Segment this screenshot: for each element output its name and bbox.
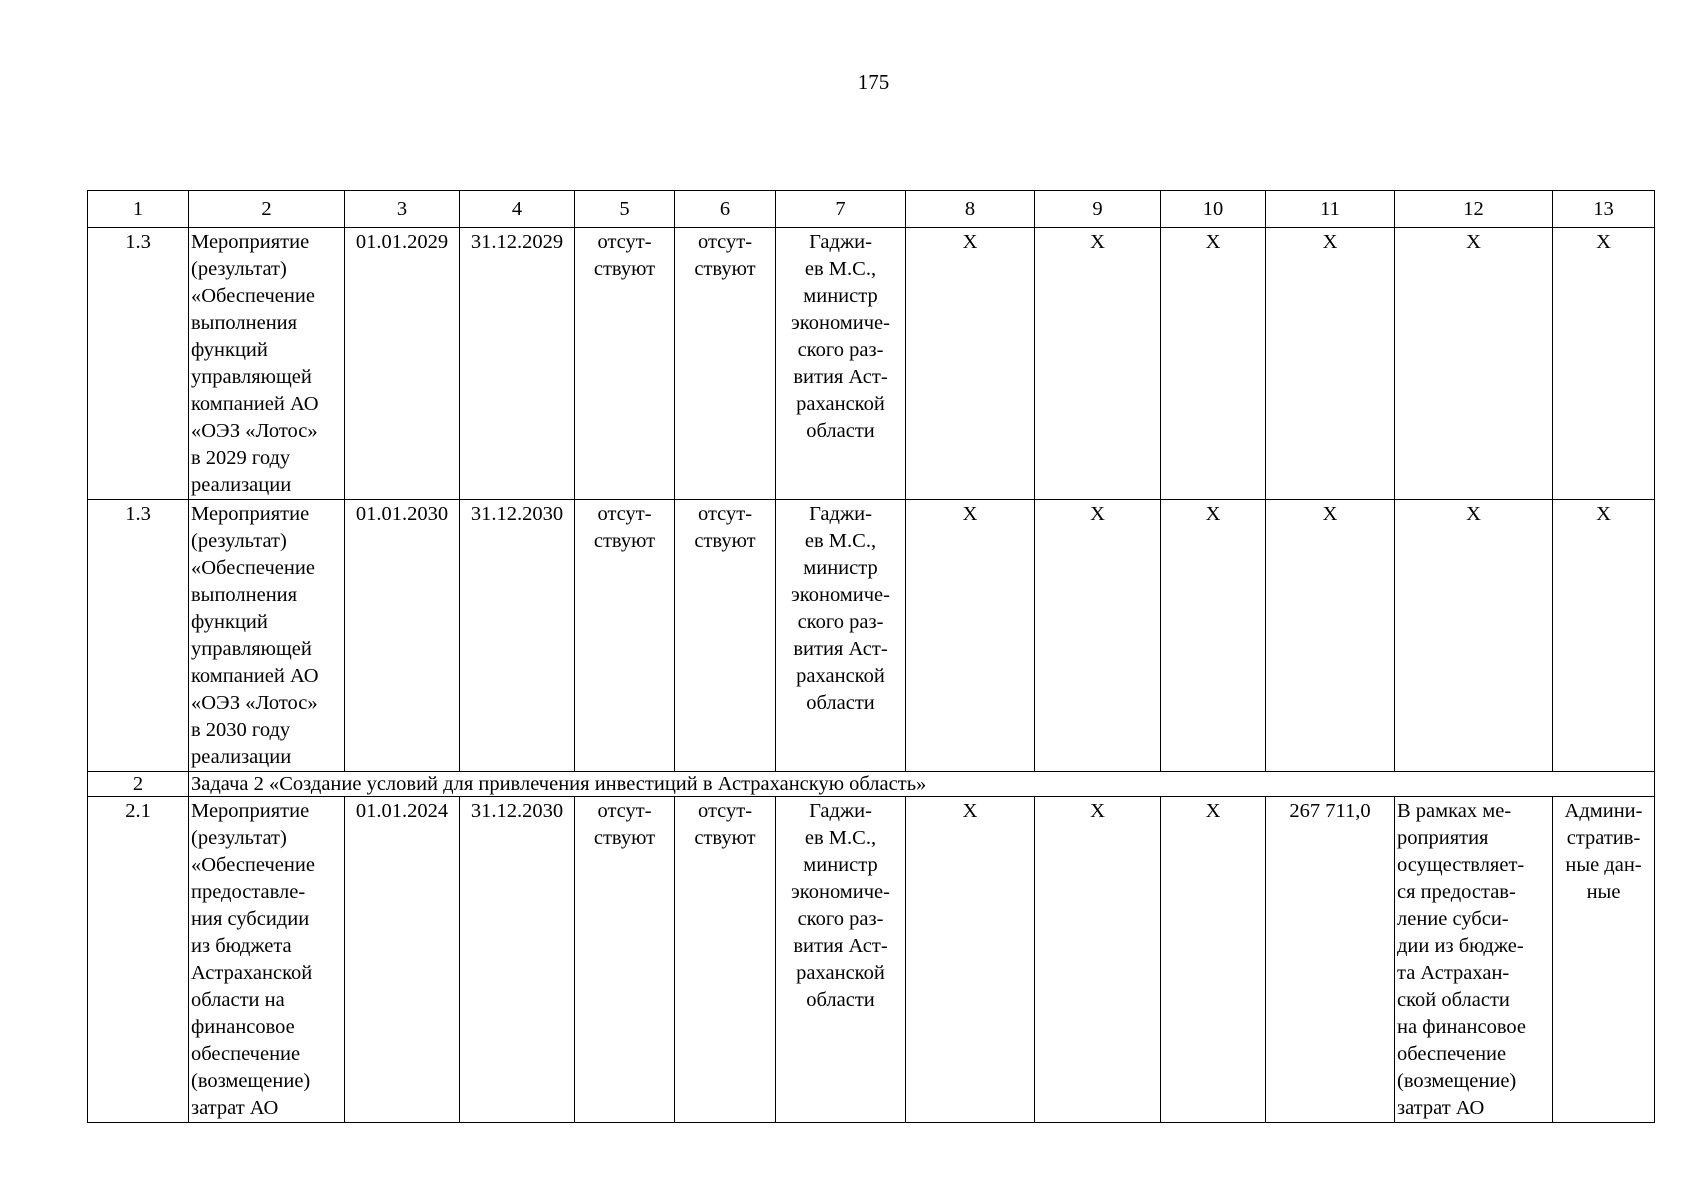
table-cell: X (906, 797, 1035, 1123)
header-cell: 3 (345, 191, 460, 228)
header-cell: 12 (1395, 191, 1553, 228)
header-cell: 6 (675, 191, 776, 228)
end-date-cell: 31.12.2029 (460, 228, 575, 500)
start-date-cell: 01.01.2024 (345, 797, 460, 1123)
responsible-cell: Гаджи- ев М.С., министр экономиче- ского раз- вития Аст- раханской области (776, 228, 906, 500)
table-cell: X (1553, 228, 1655, 500)
header-cell: 1 (88, 191, 189, 228)
measure-name-cell: Мероприятие (результат) «Обеспечение выполнения функций управляющей компанией АО «ОЭЗ «Лотос» в 2029 году реализации (189, 228, 345, 500)
header-cell: 11 (1266, 191, 1395, 228)
task-number-cell: 2 (88, 772, 189, 797)
responsible-cell: Гаджи- ев М.С., министр экономиче- ского раз- вития Аст- раханской области (776, 500, 906, 772)
table-cell: отсут- ствуют (675, 797, 776, 1123)
table-cell: отсут- ствуют (575, 500, 675, 772)
task-row (88, 772, 1655, 797)
page-number: 175 (857, 70, 890, 94)
responsible-cell: Гаджи- ев М.С., министр экономиче- ского раз- вития Аст- раханской области (776, 797, 906, 1123)
measure-name-cell: Мероприятие (результат) «Обеспечение предоставле- ния субсидии из бюджета Астраханской области на финансовое обеспечение (возмещение) затрат АО (189, 797, 345, 1123)
table-cell: X (1266, 228, 1395, 500)
table-cell: X (1035, 500, 1161, 772)
header-cell: 9 (1035, 191, 1161, 228)
task-title-cell: Задача 2 «Создание условий для привлечения инвестиций в Астраханскую область» (189, 772, 1655, 797)
end-date-cell: 31.12.2030 (460, 500, 575, 772)
row-number-cell: 2.1 (88, 797, 189, 1123)
table-cell: отсут- ствуют (575, 797, 675, 1123)
table-row (88, 228, 1655, 500)
header-cell: 4 (460, 191, 575, 228)
start-date-cell: 01.01.2030 (345, 500, 460, 772)
table-cell: X (906, 500, 1035, 772)
table-cell: X (906, 228, 1035, 500)
table-row (88, 500, 1655, 772)
table-cell: X (1035, 228, 1161, 500)
table-row (88, 797, 1655, 1123)
table-cell: X (1395, 500, 1553, 772)
table-cell: отсут- ствуют (675, 228, 776, 500)
table-cell: отсут- ствуют (575, 228, 675, 500)
column-number-row (88, 191, 1655, 228)
table-cell: X (1161, 228, 1266, 500)
header-cell: 10 (1161, 191, 1266, 228)
end-date-cell: 31.12.2030 (460, 797, 575, 1123)
table-cell: X (1035, 797, 1161, 1123)
table-cell: X (1553, 500, 1655, 772)
header-cell: 8 (906, 191, 1035, 228)
header-cell: 2 (189, 191, 345, 228)
start-date-cell: 01.01.2029 (345, 228, 460, 500)
data-table (87, 190, 1655, 1123)
funding-amount-cell: 267 711,0 (1266, 797, 1395, 1123)
table-cell: X (1161, 500, 1266, 772)
table-cell: X (1161, 797, 1266, 1123)
table-cell: X (1266, 500, 1395, 772)
table-cell: X (1395, 228, 1553, 500)
description-cell: В рамках ме- роприятия осуществляет- ся предостав- ление субси- дии из бюдже- та Астрахан- ской области на финансовое обеспечение (возмещение) затрат АО (1395, 797, 1553, 1123)
table-cell: отсут- ствуют (675, 500, 776, 772)
header-cell: 5 (575, 191, 675, 228)
measure-name-cell: Мероприятие (результат) «Обеспечение выполнения функций управляющей компанией АО «ОЭЗ «Лотос» в 2030 году реализации (189, 500, 345, 772)
header-cell: 7 (776, 191, 906, 228)
data-source-cell: Админи- стратив- ные дан- ные (1553, 797, 1655, 1123)
row-number-cell: 1.3 (88, 228, 189, 500)
header-cell: 13 (1553, 191, 1655, 228)
row-number-cell: 1.3 (88, 500, 189, 772)
